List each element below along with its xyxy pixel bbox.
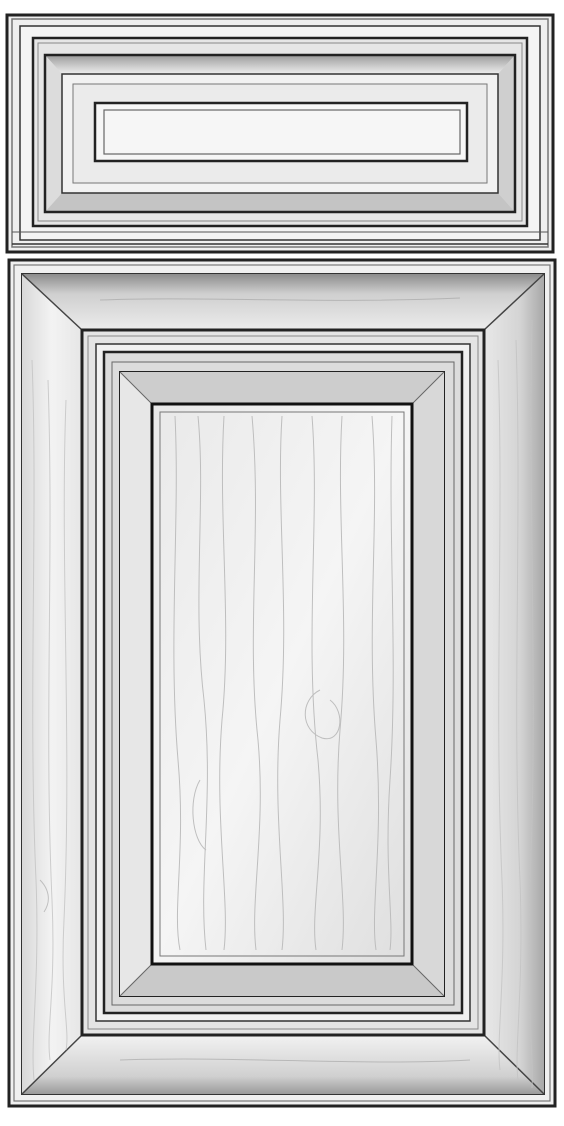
- door-panel: [9, 260, 555, 1106]
- drawer-front: [7, 15, 553, 252]
